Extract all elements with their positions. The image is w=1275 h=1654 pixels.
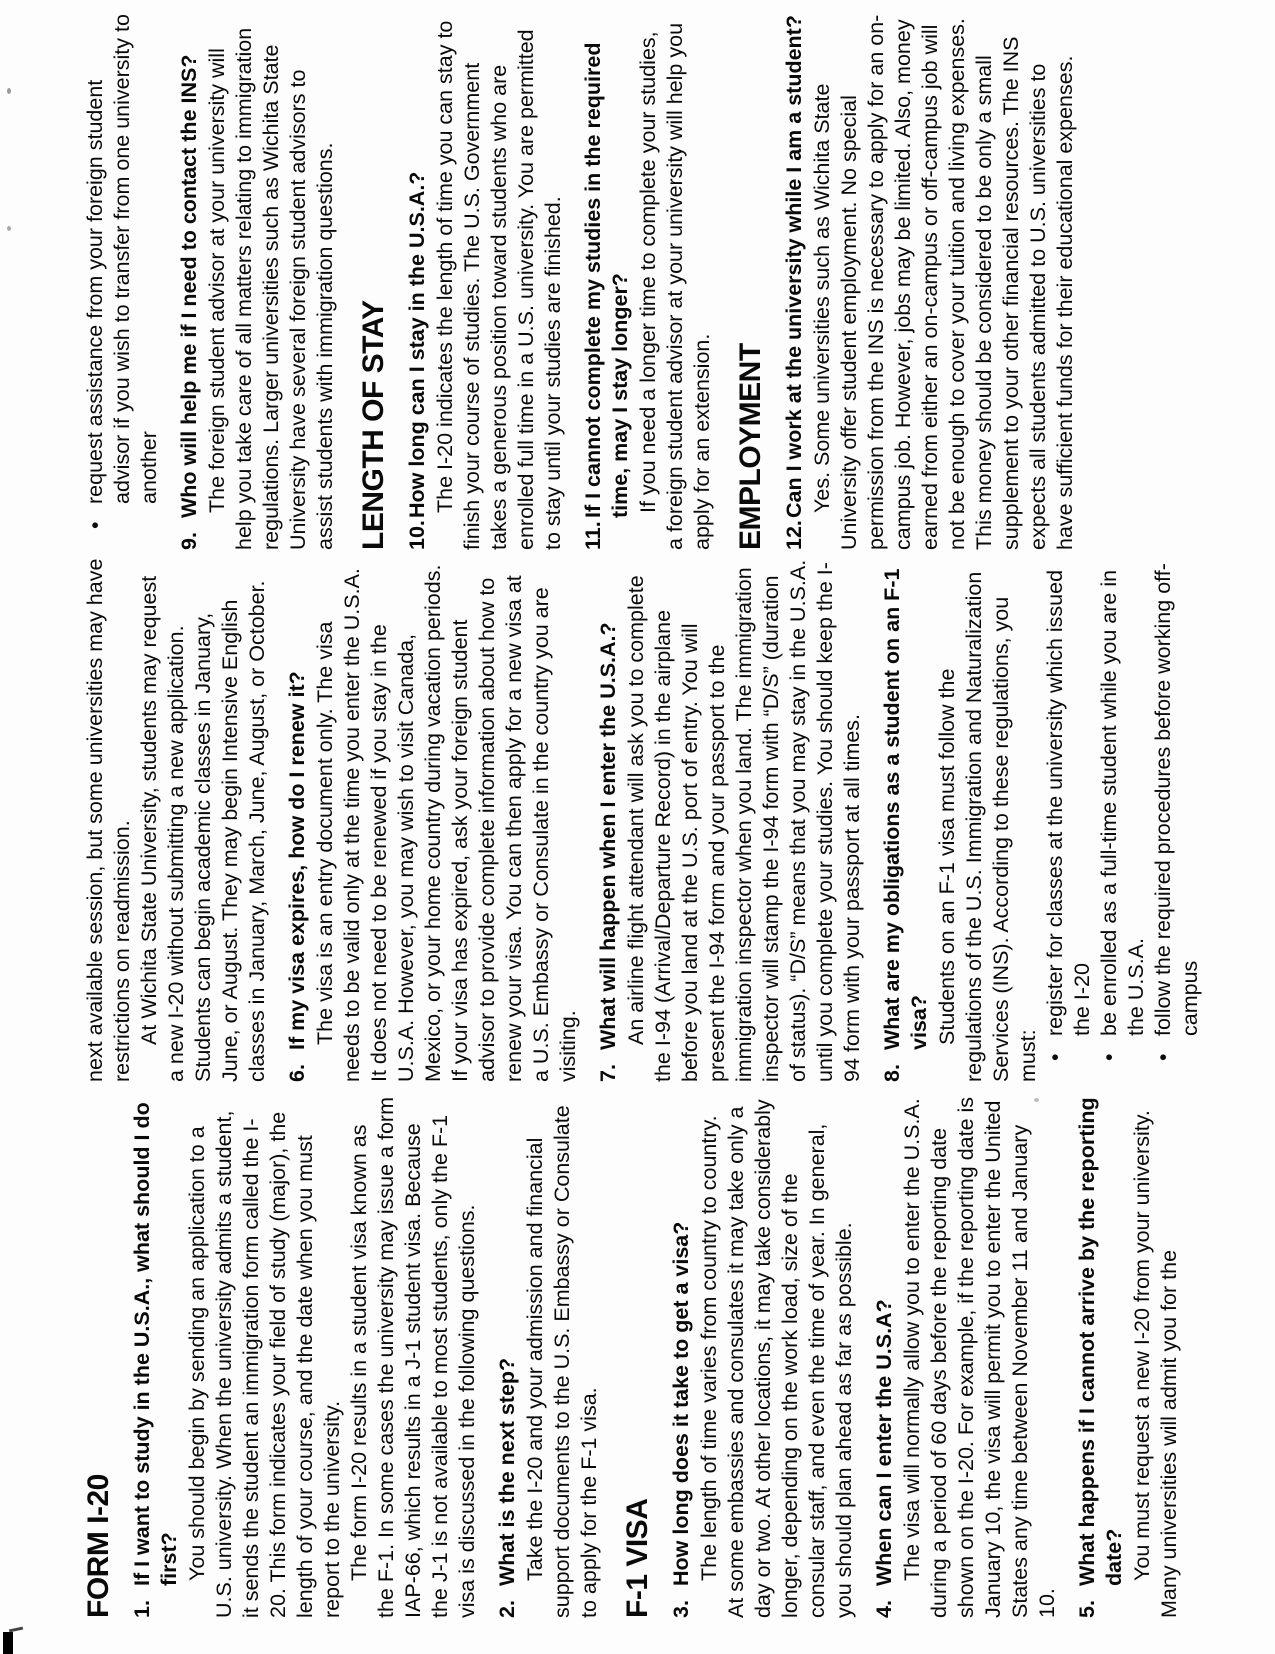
paragraph: At Wichita State University, students may request a new I-20 without submitting a new application. Students can begin academic classes in January, June, or August. They may begin Intensive English classes in January, March, June, August, or October. (137, 575, 269, 1082)
question-heading (176, 14, 203, 550)
question-text: What is the next step? (495, 1357, 519, 1586)
question-number: 4. (872, 1600, 896, 1618)
question-heading (1074, 1094, 1128, 1618)
bullet-icon: • (1151, 1053, 1175, 1061)
question-text: Can I work at the university while I am a student? (782, 15, 806, 518)
paragraph: You should begin by sending an application to a U.S. university. When the university admits a student, it sends the student an immigration form called the I-20. This form indicates your field of study (major), the length of your course, and the date when you must report to the university. (185, 1110, 344, 1618)
question-number: 8. (880, 1064, 904, 1082)
paragraph: The I-20 indicates the length of time you can stay to finish your course of studies. The U.S. Government takes a generous position toward students who are enrolled full time in a U.S. university. You are permitted to stay until your studies are finished. (433, 20, 565, 550)
paragraph: An airline flight attendant will ask you to complete the I-94 (Arrival/Departure Record) in the airplane before you land at the U.S. port of entry. You will present the I-94 form and your passport to the immigration inspector when you land. The immigration inspector will stamp the I-94 form with “D/S” (duration of status). “D/S” means that you may stay in the U.S.A. until you complete your studies. You should keep the I-94 form with your passport at all times. (624, 559, 864, 1082)
question-heading (129, 1094, 183, 1618)
question-heading (781, 14, 808, 550)
bullet-text: request assistance from your foreign student advisor if you wish to transfer from one university to another (83, 14, 161, 504)
section-heading: F-1 VISA (621, 1498, 654, 1618)
question-heading (879, 558, 933, 1082)
question-number: 2. (495, 1600, 519, 1618)
paragraph: The form I-20 results in a student visa known as the F-1. In some cases the university may issue a form IAP-66, which results in a J-1 student visa. Because the J-1 is not available to most students, only the F-1 visa is discussed in the following questions. (347, 1097, 479, 1618)
question-text: How long does it take to get a visa? (669, 1221, 693, 1586)
section-heading: EMPLOYMENT (734, 343, 767, 550)
paragraph: Take the I-20 and your admission and financial support documents to the U.S. Embassy or Consulate to apply for the F-1 visa. (523, 1105, 601, 1618)
paragraph: The visa is an entry document only. The visa needs to be valid only at the time you enter the U.S.A. It does not need to be renewed if you stay in the U.S.A. However, you may wish to visit Canada, Mexico, or your home country during vacation periods. If your visa has expired, ask your foreign student advisor to provide complete information about how to renew your visa. You can then apply for a new visa at a U.S. Embassy or Consulate in the country you are visiting. (313, 564, 580, 1082)
question-text: If I want to study in the U.S.A., what should I do first? (130, 1102, 181, 1586)
bullet-icon: • (83, 521, 107, 529)
bullet-item (1150, 558, 1204, 1082)
text-column-3 (82, 14, 1079, 550)
bullet-item (1096, 558, 1150, 1082)
paragraph: You must request a new I-20 from your university. Many universities will admit you for the (1130, 1110, 1181, 1618)
question-number: 6. (285, 1064, 309, 1082)
question-text: If I cannot complete my studies in the required time, may I stay longer? (581, 42, 632, 518)
paragraph: next available session, but some universities may have restrictions on readmission. (83, 558, 134, 1082)
question-text: How long can I stay in the U.S.A.? (405, 171, 429, 518)
question-number: 1. (130, 1600, 154, 1618)
scan-speck (7, 226, 11, 231)
question-number: 11. (581, 521, 605, 550)
scan-artifact-corner-mark (3, 1632, 13, 1654)
question-text: If my visa expires, how do I renew it? (285, 671, 309, 1050)
text-column-2 (82, 558, 1204, 1082)
question-number: 10. (405, 520, 429, 550)
question-number: 7. (596, 1064, 620, 1082)
bullet-icon: • (1043, 1053, 1067, 1061)
paragraph: Yes. Some universities such as Wichita State University offer student employment. No special permission from the INS is necessary to apply for an on-campus job. However, jobs may be limited. Also, money earned from either an on-campus or off-campus job will not be enough to cover your tuition and living expenses. This money should be considered to be only a small supplement to your other financial resources. The INS expects all students admitted to U.S. universities to have sufficient funds for their educational expenses. (810, 14, 1077, 550)
bullet-text: follow the required procedures before working off-campus (1151, 563, 1202, 1036)
scan-speck (1034, 1098, 1039, 1102)
question-heading (595, 558, 622, 1082)
question-number: 3. (669, 1600, 693, 1618)
question-text: What happens if I cannot arrive by the reporting date? (1075, 1097, 1126, 1586)
section-heading: LENGTH OF STAY (357, 300, 390, 550)
question-text: What are my obligations as a student on an F-1 visa? (880, 568, 931, 1050)
scan-speck (7, 88, 11, 94)
question-number: 9. (177, 532, 201, 550)
text-column-1 (82, 1094, 1183, 1618)
question-heading (284, 558, 311, 1082)
paragraph: The length of time varies from country to country. At some embassies and consulates it may take only a day or two. At other locations, it may take considerably longer, depending on the work load, size of the consular staff, and even the time of year. In general, you should plan ahead as far as possible. (697, 1099, 856, 1618)
section-heading: FORM I-20 (82, 1474, 115, 1618)
question-text: What will happen when I enter the U.S.A.? (596, 622, 620, 1050)
bullet-item (1042, 558, 1096, 1082)
question-heading (871, 1094, 898, 1618)
question-text: Who will help me if I need to contact the INS? (177, 54, 201, 518)
bullet-icon: • (1097, 1053, 1121, 1061)
question-number: 5. (1075, 1600, 1099, 1618)
bullet-text: register for classes at the university which issued the I-20 (1043, 569, 1094, 1036)
bullet-item (82, 14, 163, 550)
question-heading (404, 14, 431, 550)
paragraph: The visa will normally allow you to enter the U.S.A. during a period of 60 days before the reporting date shown on the I-20. For example, if the reporting date is January 10, the visa will permit you to enter the United States any time between November 11 and January 10. (900, 1096, 1059, 1618)
paragraph: The foreign student advisor at your university will help you take care of all matters relating to immigration regulations. Larger universities such as Wichita State University have several foreign student advisors to assist students with immigration questions. (205, 27, 337, 550)
question-heading (580, 14, 634, 550)
paragraph: Students on an F-1 visa must follow the regulations of the U.S. Immigration and Naturalization Services (INS). According to these regulations, you must: (935, 571, 1040, 1082)
bullet-text: be enrolled as a full-time student while you are in the U.S.A. (1097, 569, 1148, 1036)
question-heading (668, 1094, 695, 1618)
question-number: 12. (782, 520, 806, 550)
question-heading (494, 1094, 521, 1618)
question-text: When can I enter the U.S.A? (872, 1299, 896, 1586)
paragraph: If you need a longer time to complete your studies, a foreign student advisor at your university will help you apply for an extension. (636, 22, 714, 550)
